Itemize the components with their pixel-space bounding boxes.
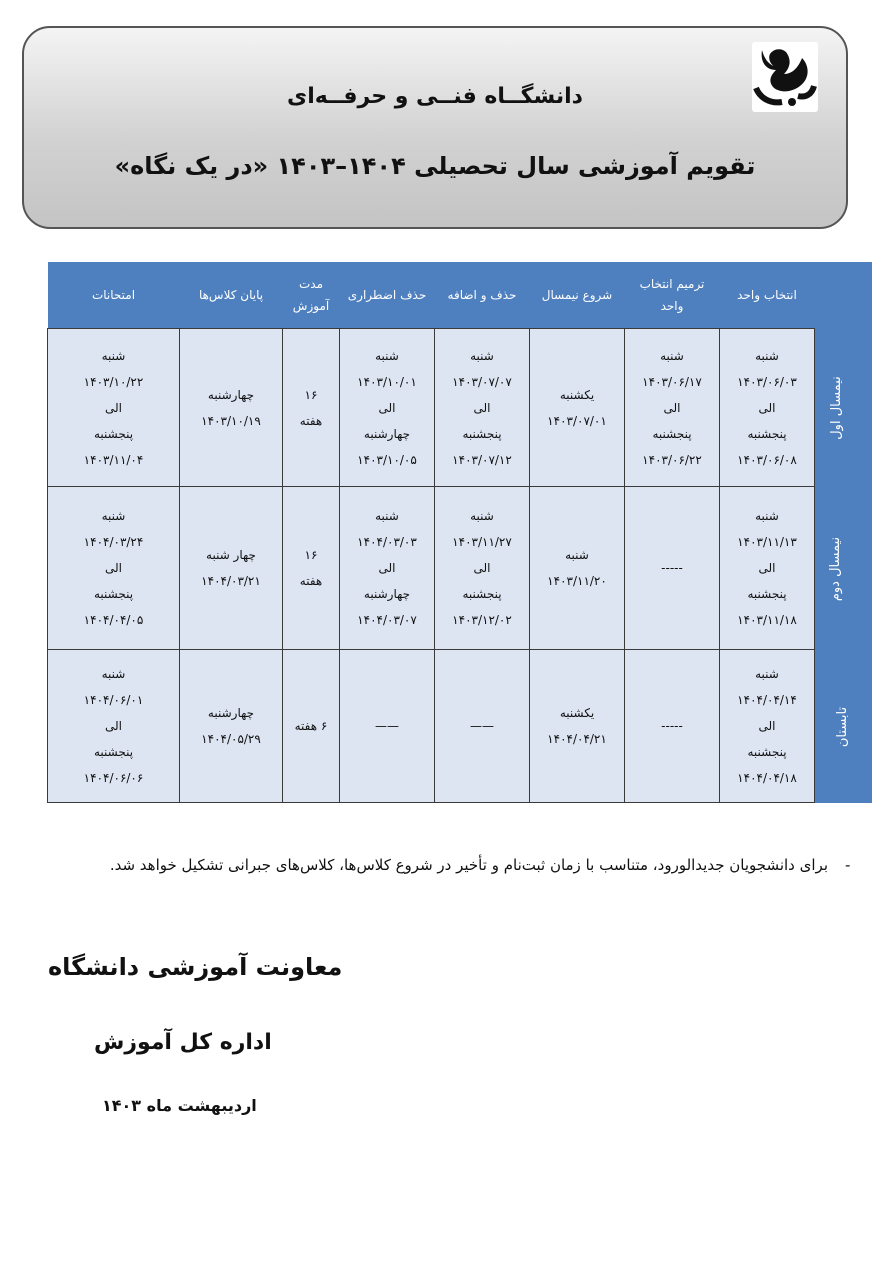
university-name: دانشگــاه فنــی و حرفــه‌ای — [287, 84, 583, 109]
semester-label: نیمسال دوم — [815, 487, 872, 650]
cell-selection-amendment: ----- — [625, 650, 720, 803]
cell-add-drop: شنبه ۱۴۰۳/۱۱/۲۷ الی پنجشنبه ۱۴۰۳/۱۲/۰۲ — [435, 487, 530, 650]
semester-label: تابستان — [815, 650, 872, 803]
table-header-row — [48, 262, 872, 329]
cell-unit-selection: شنبه ۱۴۰۳/۰۶/۰۳ الی پنجشنبه ۱۴۰۳/۰۶/۰۸ — [720, 329, 815, 487]
cell-duration: ۱۶ هفته — [283, 487, 340, 650]
signature-date: اردیبهشت ماه ۱۴۰۳ — [102, 1096, 257, 1115]
cell-duration: ۱۶ هفته — [283, 329, 340, 487]
cell-classes-end: چهار شنبه ۱۴۰۴/۰۳/۲۱ — [180, 487, 283, 650]
cell-duration: ۶ هفته — [283, 650, 340, 803]
table-row — [48, 487, 872, 650]
signature-office: معاونت آموزشی دانشگاه — [48, 953, 343, 981]
cell-selection-amendment: ----- — [625, 487, 720, 650]
cell-exams: شنبه ۱۴۰۴/۰۶/۰۱ الی پنجشنبه ۱۴۰۴/۰۶/۰۶ — [48, 650, 180, 803]
calendar-title: تقویم آموزشی سال تحصیلی ۱۴۰۴–۱۴۰۳ «در یک نگاه» — [114, 152, 756, 180]
cell-semester-start: شنبه ۱۴۰۳/۱۱/۲۰ — [530, 487, 625, 650]
semester-label: نیمسال اول — [815, 329, 872, 487]
academic-calendar-table — [47, 262, 872, 803]
cell-emergency-drop: شنبه ۱۴۰۳/۱۰/۰۱ الی چهارشنبه ۱۴۰۳/۱۰/۰۵ — [340, 329, 435, 487]
cell-unit-selection: شنبه ۱۴۰۴/۰۴/۱۴ الی پنجشنبه ۱۴۰۴/۰۴/۱۸ — [720, 650, 815, 803]
header-selection-amendment: ترمیم انتخاب واحد — [625, 262, 720, 329]
header-banner — [22, 26, 848, 229]
cell-exams: شنبه ۱۴۰۳/۱۰/۲۲ الی پنجشنبه ۱۴۰۳/۱۱/۰۴ — [48, 329, 180, 487]
header-semester — [815, 262, 872, 329]
header-duration: مدت آموزش — [283, 262, 340, 329]
cell-add-drop: —— — [435, 650, 530, 803]
cell-add-drop: شنبه ۱۴۰۳/۰۷/۰۷ الی پنجشنبه ۱۴۰۳/۰۷/۱۲ — [435, 329, 530, 487]
header-classes-end: پایان کلاس‌ها — [180, 262, 283, 329]
header-emergency-drop: حذف اضطراری — [340, 262, 435, 329]
signature-department: اداره کل آموزش — [94, 1030, 272, 1055]
cell-emergency-drop: —— — [340, 650, 435, 803]
cell-exams: شنبه ۱۴۰۴/۰۳/۲۴ الی پنجشنبه ۱۴۰۴/۰۴/۰۵ — [48, 487, 180, 650]
header-semester-start: شروع نیمسال — [530, 262, 625, 329]
header-exams: امتحانات — [48, 262, 180, 329]
table-row — [48, 650, 872, 803]
cell-semester-start: یکشنبه ۱۴۰۴/۰۴/۲۱ — [530, 650, 625, 803]
table-row — [48, 329, 872, 487]
cell-emergency-drop: شنبه ۱۴۰۴/۰۳/۰۳ الی چهارشنبه ۱۴۰۴/۰۳/۰۷ — [340, 487, 435, 650]
header-unit-selection: انتخاب واحد — [720, 262, 815, 329]
cell-classes-end: چهارشنبه ۱۴۰۳/۱۰/۱۹ — [180, 329, 283, 487]
cell-semester-start: یکشنبه ۱۴۰۳/۰۷/۰۱ — [530, 329, 625, 487]
cell-unit-selection: شنبه ۱۴۰۳/۱۱/۱۳ الی پنجشنبه ۱۴۰۳/۱۱/۱۸ — [720, 487, 815, 650]
note-bullet: - — [845, 856, 851, 874]
note-text: برای دانشجویان جدیدالورود، متناسب با زمان ثبت‌نام و تأخیر در شروع کلاس‌ها، کلاس‌های جبرانی تشکیل خواهد شد. — [109, 856, 828, 874]
header-add-drop: حذف و اضافه — [435, 262, 530, 329]
cell-selection-amendment: شنبه ۱۴۰۳/۰۶/۱۷ الی پنجشنبه ۱۴۰۳/۰۶/۲۲ — [625, 329, 720, 487]
cell-classes-end: چهارشنبه ۱۴۰۴/۰۵/۲۹ — [180, 650, 283, 803]
